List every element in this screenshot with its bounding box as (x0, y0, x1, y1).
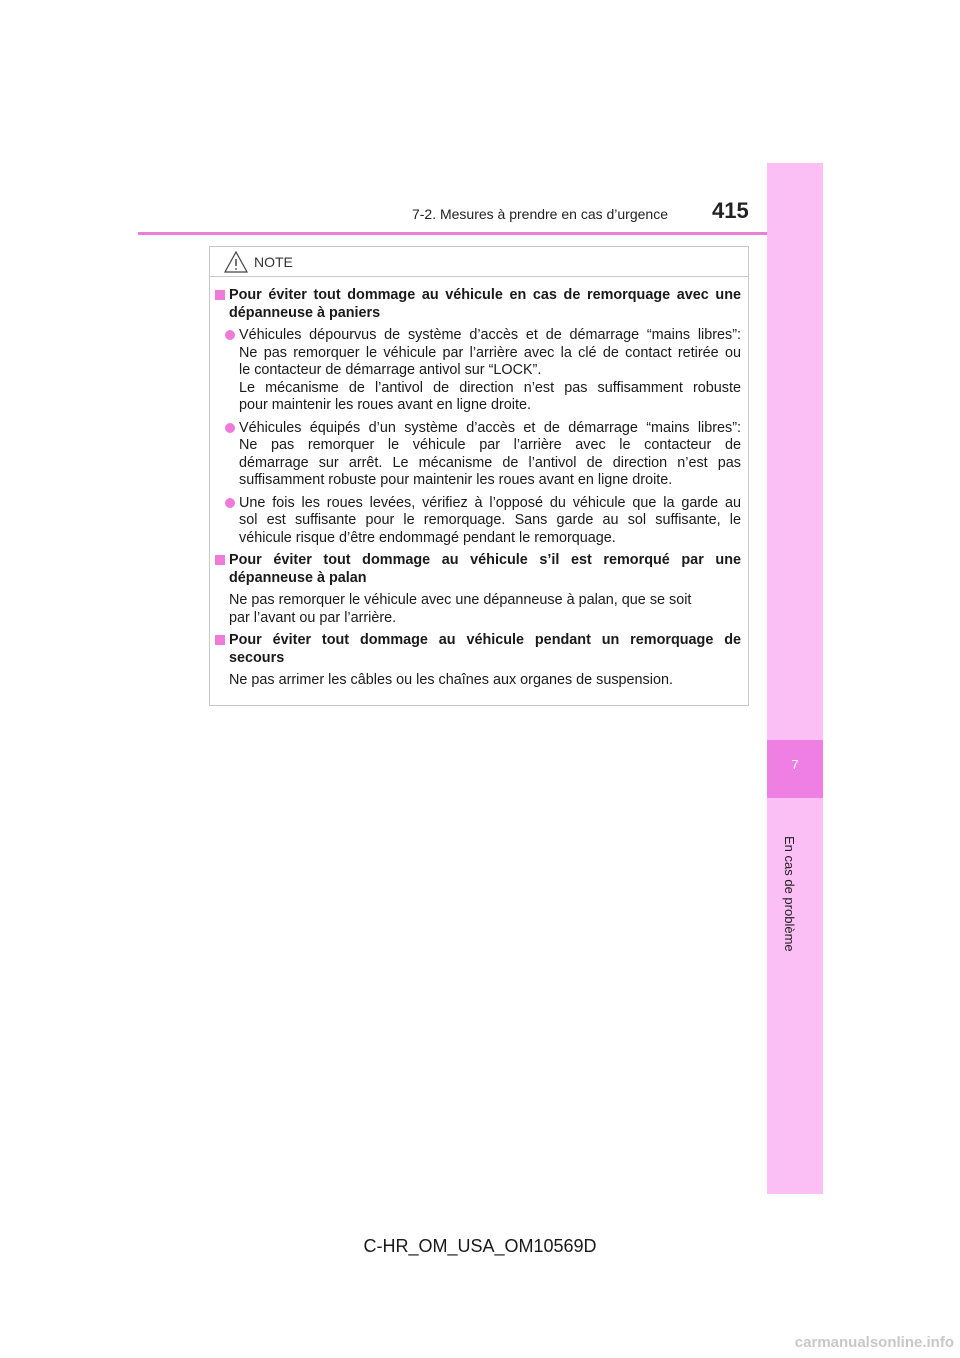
circle-bullet-icon (225, 423, 235, 433)
note-body (210, 287, 748, 690)
bullet-smart-key (210, 420, 748, 490)
note-header (210, 247, 748, 277)
text-line: démarrage sur arrêt. Le mécanisme de l’antivol de direction n’est pas (239, 454, 741, 471)
page-number: 415 (712, 198, 749, 223)
text-line: le contacteur de démarrage antivol sur “LOCK”. (239, 362, 542, 378)
emergency-tow-text (210, 672, 748, 690)
square-bullet-icon (215, 290, 225, 300)
text-line: véhicule risque d’être endommagé pendant le remorquage. (239, 529, 616, 546)
heading-line: Pour éviter tout dommage au véhicule s’il est remorqué par une (229, 552, 741, 568)
text-line: Ne pas arrimer les câbles ou les chaînes aux organes de suspension. (229, 672, 673, 688)
document-code: C-HR_OM_USA_OM10569D (363, 1236, 597, 1256)
text-line: Une fois les roues levées, vérifiez à l’opposé du véhicule que la garde au (239, 494, 741, 511)
text-line: Ne pas remorquer le véhicule par l’arrière avec le contacteur de (239, 437, 741, 453)
header-divider (138, 232, 823, 235)
heading-line: secours (229, 649, 285, 666)
chapter-title: En cas de problème (782, 836, 797, 952)
sling-tow-text (210, 592, 748, 627)
circle-bullet-icon (225, 330, 235, 340)
bullet-ground-clearance (210, 495, 748, 548)
section-title: 7-2. Mesures à prendre en cas d’urgence (411, 206, 668, 222)
text-line: Véhicules équipés d’un système d’accès et de démarrage “mains libres”: (239, 419, 741, 436)
text-line: sol est suffisante pour le remorquage. Sans garde au sol suffisante, le (239, 512, 741, 528)
circle-bullet-icon (225, 498, 235, 508)
note-label: NOTE (254, 254, 293, 270)
text-line: pour maintenir les roues avant en ligne droite. (239, 397, 531, 413)
note-heading-basket-tow (210, 287, 748, 322)
text-line: suffisamment robuste pour maintenir les roues avant en ligne droite. (239, 472, 673, 488)
text-line: Le mécanisme de l’antivol de direction n’est pas suffisamment robuste (239, 379, 741, 396)
text-line: Véhicules dépourvus de système d’accès et de démarrage “mains libres”: (239, 327, 741, 343)
heading-line: Pour éviter tout dommage au véhicule pendant un remorquage de (229, 632, 741, 648)
heading-line: dépanneuse à palan (229, 569, 367, 586)
square-bullet-icon (215, 555, 225, 565)
text-line: par l’avant ou par l’arrière. (229, 609, 397, 626)
heading-line: Pour éviter tout dommage au véhicule en cas de remorquage avec une (229, 287, 741, 303)
note-heading-emergency-tow (210, 632, 748, 667)
bullet-no-smart-key (210, 327, 748, 415)
note-box (209, 246, 749, 706)
chapter-side-tab (767, 163, 823, 1194)
text-line: Ne pas remorquer le véhicule par l’arrière avec la clé de contact retirée ou (239, 344, 741, 361)
square-bullet-icon (215, 635, 225, 645)
note-heading-sling-tow (210, 552, 748, 587)
chapter-number: 7 (791, 757, 799, 772)
warning-triangle-icon (224, 251, 248, 273)
heading-line: dépanneuse à paniers (229, 304, 381, 321)
text-line: Ne pas remorquer le véhicule avec une dépanneuse à palan, que se soit (229, 592, 692, 608)
watermark: carmanualsonline.info (794, 1334, 954, 1351)
